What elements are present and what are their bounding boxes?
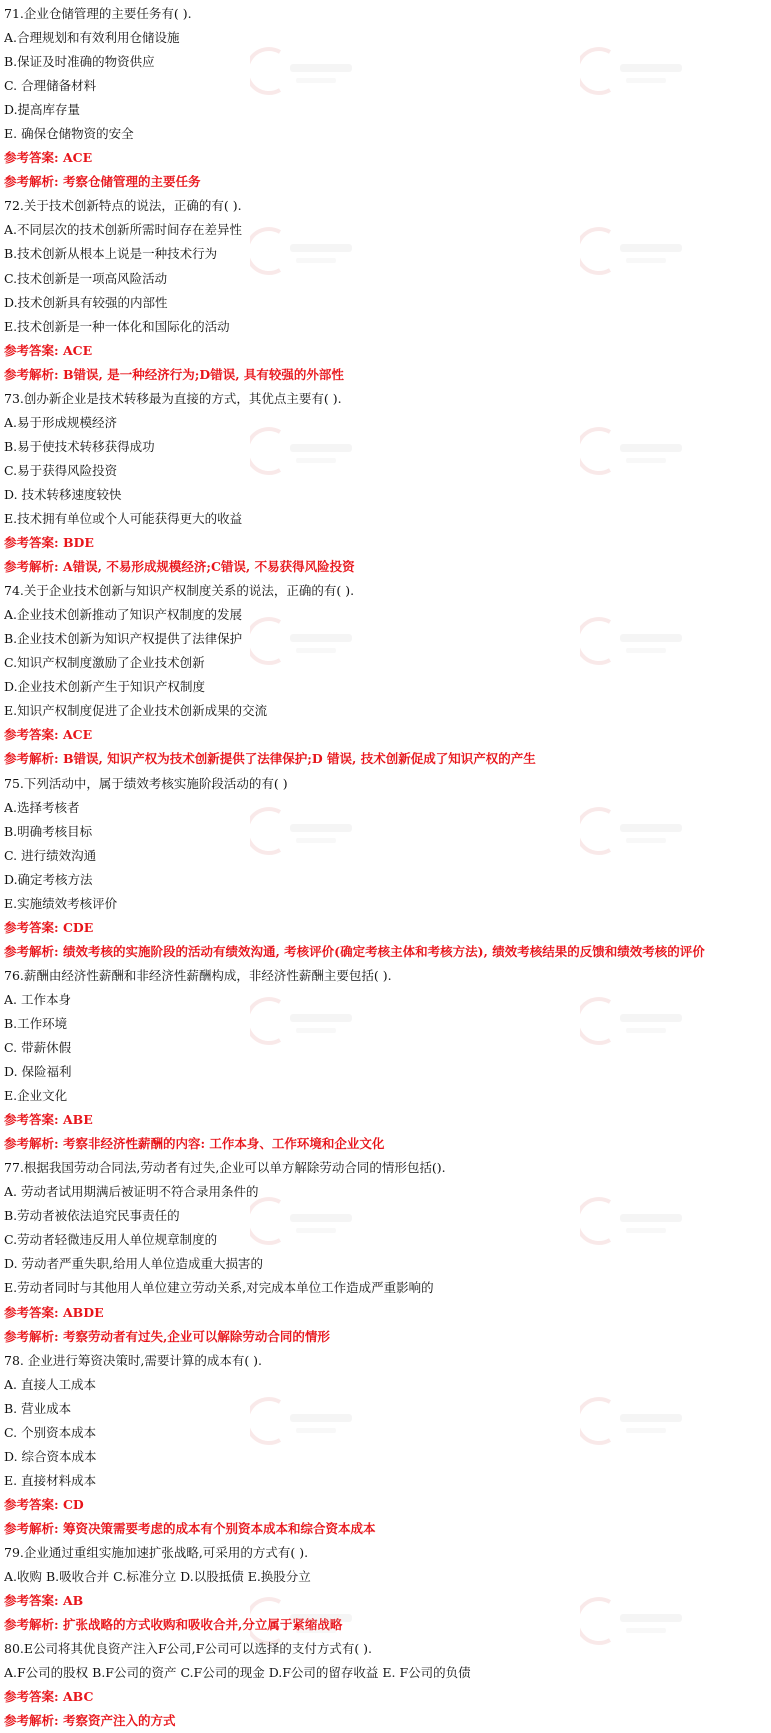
question-option: C.知识产权制度激励了企业技术创新: [4, 655, 205, 671]
question-option: D. 技术转移速度较快: [4, 486, 122, 502]
question-option: D. 保险福利: [4, 1064, 72, 1080]
question-stem: 75.下列活动中，属于绩效考核实施阶段活动的有( ): [4, 775, 288, 791]
answer-line: 参考答案: ABC: [4, 1689, 94, 1705]
question-option: A.选择考核者: [4, 799, 80, 815]
explanation-line: 参考解析: 筹资决策需要考虑的成本有个别资本成本和综合资本成本: [4, 1520, 376, 1536]
question-option: A.收购 B.吸收合并 C.标准分立 D.以股抵债 E.换股分立: [4, 1569, 311, 1585]
question-option: E.劳动者同时与其他用人单位建立劳动关系,对完成本单位工作造成严重影响的: [4, 1280, 434, 1296]
explanation-line: 参考解析: 考察资产注入的方式: [4, 1713, 176, 1729]
answer-line: 参考答案: ABDE: [4, 1304, 104, 1320]
answer-line: 参考答案: ACE: [4, 727, 93, 743]
question-option: B.企业技术创新为知识产权提供了法律保护: [4, 631, 243, 647]
answer-line: 参考答案: AB: [4, 1593, 84, 1609]
answer-line: 参考答案: ACE: [4, 342, 93, 358]
question-option: B.技术创新从根本上说是一种技术行为: [4, 246, 218, 262]
question-option: A. 劳动者试用期满后被证明不符合录用条件的: [4, 1184, 259, 1200]
explanation-line: 参考解析: 考察劳动者有过失,企业可以解除劳动合同的情形: [4, 1328, 330, 1344]
question-stem: 74.关于企业技术创新与知识产权制度关系的说法，正确的有( ).: [4, 583, 355, 599]
question-option: E.知识产权制度促进了企业技术创新成果的交流: [4, 703, 268, 719]
question-option: C.技术创新是一项高风险活动: [4, 270, 168, 286]
question-option: C.易于获得风险投资: [4, 462, 118, 478]
question-option: A.合理规划和有效利用仓储设施: [4, 30, 180, 46]
question-option: C. 个别资本成本: [4, 1424, 97, 1440]
question-option: B. 营业成本: [4, 1400, 72, 1416]
answer-line: 参考答案: CD: [4, 1496, 84, 1512]
question-option: B.工作环境: [4, 1015, 68, 1031]
question-option: A. 直接人工成本: [4, 1376, 96, 1392]
question-option: D.技术创新具有较强的内部性: [4, 294, 168, 310]
question-option: D. 劳动者严重失职,给用人单位造成重大损害的: [4, 1256, 263, 1272]
question-option: B.易于使技术转移获得成功: [4, 438, 155, 454]
question-stem: 78. 企业进行筹资决策时,需要计算的成本有( ).: [4, 1352, 263, 1368]
question-stem: 77.根据我国劳动合同法,劳动者有过失,企业可以单方解除劳动合同的情形包括().: [4, 1160, 446, 1176]
question-option: C. 进行绩效沟通: [4, 847, 97, 863]
question-option: A.F公司的股权 B.F公司的资产 C.F公司的现金 D.F公司的留存收益 E. F公司的负债: [4, 1665, 471, 1681]
question-option: A.不同层次的技术创新所需时间存在差异性: [4, 222, 243, 238]
question-option: D.确定考核方法: [4, 871, 93, 887]
question-option: C.劳动者轻微违反用人单位规章制度的: [4, 1232, 218, 1248]
question-stem: 79.企业通过重组实施加速扩张战略,可采用的方式有( ).: [4, 1545, 309, 1560]
explanation-line: 参考解析: 扩张战略的方式收购和吸收合并,分立属于紧缩战略: [4, 1617, 343, 1633]
answer-line: 参考答案: ABE: [4, 1112, 93, 1128]
explanation-line: 参考解析: 绩效考核的实施阶段的活动有绩效沟通, 考核评价(确定考核主体和考核方法), 绩效考核结果的反馈和绩效考核的评价: [4, 943, 705, 959]
question-option: C. 合理储备材料: [4, 78, 97, 94]
question-option: E.技术拥有单位或个人可能获得更大的收益: [4, 510, 243, 526]
question-option: E.技术创新是一种一体化和国际化的活动: [4, 318, 230, 334]
question-stem: 72.关于技术创新特点的说法，正确的有( ).: [4, 198, 242, 214]
question-stem: 80.E公司将其优良资产注入F公司,F公司可以选择的支付方式有( ).: [4, 1641, 373, 1657]
question-stem: 73.创办新企业是技术转移最为直接的方式，其优点主要有( ).: [4, 390, 342, 406]
explanation-line: 参考解析: 考察仓储管理的主要任务: [4, 174, 201, 190]
question-option: D. 综合资本成本: [4, 1448, 97, 1464]
question-option: D.提高库存量: [4, 102, 81, 118]
answer-line: 参考答案: ACE: [4, 150, 93, 166]
question-option: B.劳动者被依法追究民事责任的: [4, 1208, 180, 1224]
question-stem: 71.企业仓储管理的主要任务有( ).: [4, 6, 192, 21]
question-option: B.明确考核目标: [4, 823, 93, 839]
exam-document: [4, 2, 768, 1733]
question-option: A. 工作本身: [4, 991, 71, 1007]
question-option: E.实施绩效考核评价: [4, 895, 118, 911]
question-option: E.企业文化: [4, 1088, 68, 1104]
question-option: A.企业技术创新推动了知识产权制度的发展: [4, 607, 243, 623]
explanation-line: 参考解析: B错误, 是一种经济行为;D错误, 具有较强的外部性: [4, 366, 344, 382]
explanation-line: 参考解析: A错误, 不易形成规模经济;C错误, 不易获得风险投资: [4, 559, 355, 575]
question-stem: 76.薪酬由经济性薪酬和非经济性薪酬构成，非经济性薪酬主要包括( ).: [4, 967, 392, 983]
question-option: E. 确保仓储物资的安全: [4, 126, 134, 142]
explanation-line: 参考解析: 考察非经济性薪酬的内容: 工作本身、工作环境和企业文化: [4, 1136, 385, 1152]
answer-line: 参考答案: BDE: [4, 535, 94, 551]
question-option: B.保证及时准确的物资供应: [4, 54, 155, 70]
question-option: E. 直接材料成本: [4, 1472, 97, 1488]
answer-line: 参考答案: CDE: [4, 919, 94, 935]
question-option: D.企业技术创新产生于知识产权制度: [4, 679, 206, 695]
explanation-line: 参考解析: B错误, 知识产权为技术创新提供了法律保护;D 错误, 技术创新促成了知识产权的产生: [4, 751, 536, 767]
question-option: A.易于形成规模经济: [4, 414, 118, 430]
question-option: C. 带薪休假: [4, 1040, 72, 1056]
